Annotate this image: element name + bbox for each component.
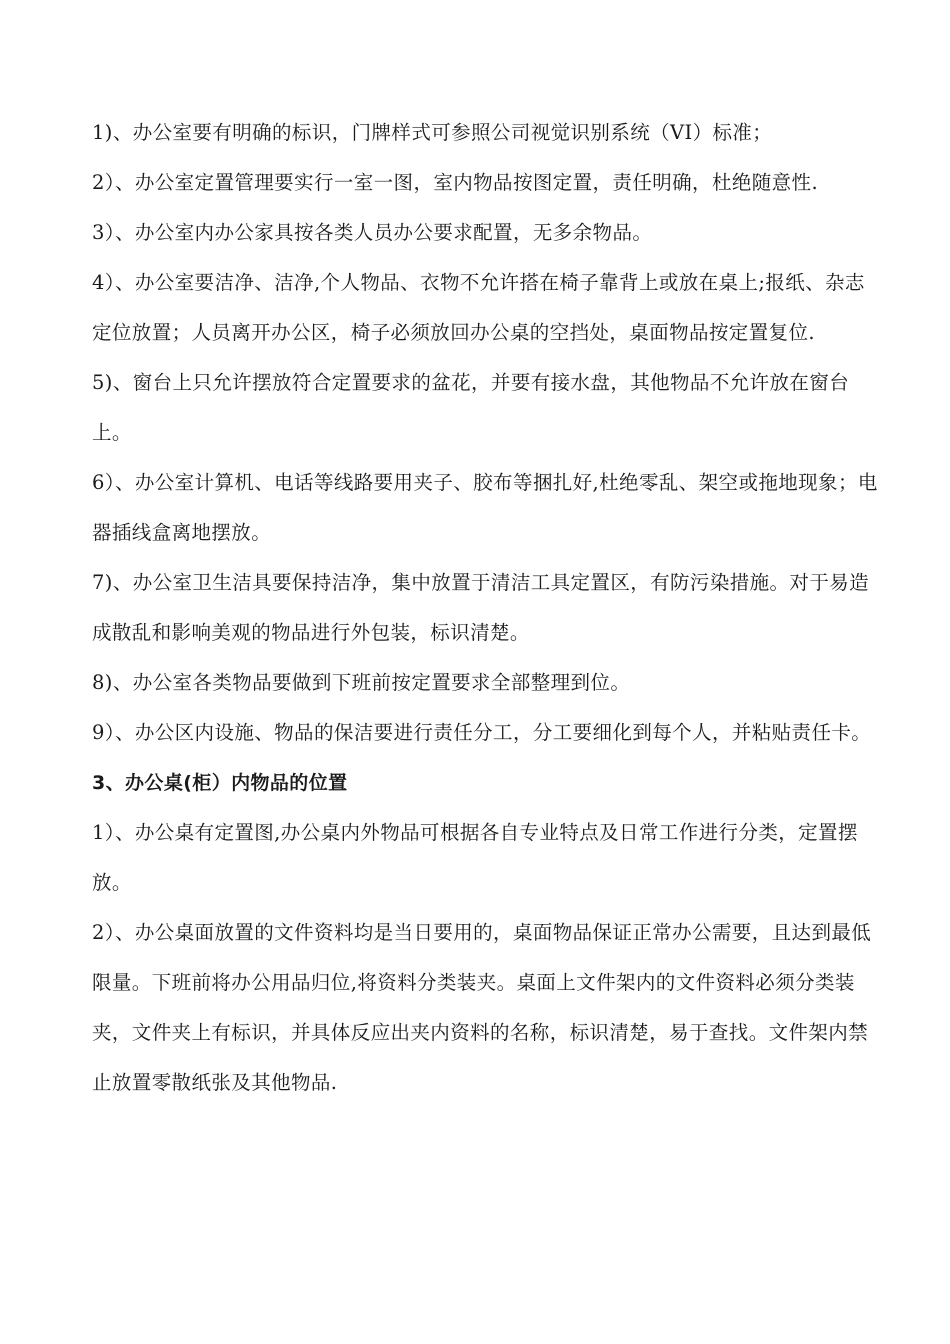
paragraph-2: 2）、办公室定置管理要实行一室一图，室内物品按图定置，责任明确，杜绝随意性. — [92, 171, 819, 194]
paragraph-4: 4）、办公室要洁净、洁净,个人物品、衣物不允许搭在椅子靠背上或放在桌上;报纸、杂志定位放置；人员离开办公区，椅子必须放回办公桌的空挡处，桌面物品按定置复位. — [92, 271, 865, 344]
document-body — [92, 108, 882, 1108]
paragraph-3: 3）、办公室内办公家具按各类人员办公要求配置，无多余物品。 — [92, 221, 653, 244]
desk-paragraph-2: 2）、办公桌面放置的文件资料均是当日要用的，桌面物品保证正常办公需要，且达到最低限量。下班前将办公用品归位,将资料分类装夹。桌面上文件架内的文件资料必须分类装夹，文件夹上有标识，并具体反应出夹内资料的名称，标识清楚，易于查找。文件架内禁止放置零散纸张及其他物品. — [92, 921, 872, 1094]
paragraph-5: 5)、窗台上只允许摆放符合定置要求的盆花，并要有接水盘，其他物品不允许放在窗台上。 — [92, 371, 850, 444]
section-heading: 3、办公桌(柜）内物品的位置 — [92, 772, 348, 794]
paragraph-1: 1)、办公室要有明确的标识，门牌样式可参照公司视觉识别系统（VI）标准； — [92, 121, 773, 144]
paragraph-9: 9）、办公区内设施、物品的保洁要进行责任分工，分工要细化到每个人，并粘贴责任卡。 — [92, 721, 872, 744]
paragraph-8: 8)、办公室各类物品要做到下班前按定置要求全部整理到位。 — [92, 671, 631, 694]
paragraph-6: 6）、办公室计算机、电话等线路要用夹子、胶布等捆扎好,杜绝零乱、架空或拖地现象；电器插线盒离地摆放。 — [92, 471, 878, 544]
paragraph-7: 7)、办公室卫生洁具要保持洁净，集中放置于清洁工具定置区，有防污染措施。对于易造成散乱和影响美观的物品进行外包装，标识清楚。 — [92, 571, 870, 644]
desk-paragraph-1: 1）、办公桌有定置图,办公桌内外物品可根据各自专业特点及日常工作进行分类，定置摆放。 — [92, 821, 858, 894]
